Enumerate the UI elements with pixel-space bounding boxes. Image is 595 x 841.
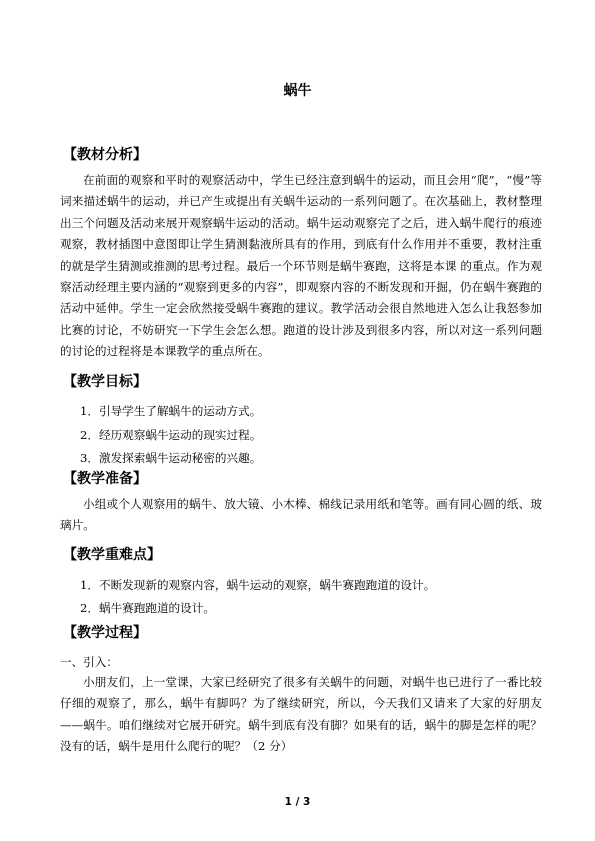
goal-item-3: 3．激发探索蜗牛运动秘密的兴趣。 bbox=[80, 451, 262, 465]
section-heading-analysis: 【教材分析】 bbox=[63, 147, 147, 163]
document-title: 蜗牛 bbox=[283, 83, 312, 99]
goal-item-2: 2．经历观察蜗牛运动的现实过程。 bbox=[80, 428, 262, 442]
process-step-label: 一、引入： bbox=[60, 655, 118, 669]
preparation-paragraph: 小组或个人观察用的蜗牛、放大镜、小木棒、棉线记录用纸和笔等。画有同心圆的纸、玻璃片。 bbox=[60, 497, 542, 533]
section-heading-preparation: 【教学准备】 bbox=[63, 471, 147, 487]
section-heading-key-points: 【教学重难点】 bbox=[63, 547, 161, 563]
section-heading-process: 【教学过程】 bbox=[63, 625, 147, 641]
analysis-paragraph: 在前面的观察和平时的观察活动中，学生已经注意到蜗牛的运动，而且会用“爬”，“慢”等词来描述蜗牛的运动，并已产生或提出有关蜗牛运动的一系列问题了。在次基础上，教材整理出三个问题及活动来展开观察蜗牛运动的活动。蜗牛运动观察完了之后，进入蜗牛爬行的痕迹观察，教材插图中意图即让学生猜测黏液所具有的作用，到底有什么作用并不重要，教材注重的就是学生猜测或推测的思考过程。最后一个环节则是蜗牛赛跑，这将是本课 的重点。作为观察活动经理主要内涵的“观察到更多的内容”，即观察内容的不断发现和开掘，仍在蜗牛赛跑的活动中延伸。学生一定会欣然接受蜗牛赛跑的建议。教学活动会很自然地进入怎么让我怒参加比赛的讨论，不妨研究一下学生会怎么想。跑道的设计涉及到很多内容，所以对这一系列问题的讨论的过程将是本课教学的重点所在。 bbox=[60, 173, 542, 359]
page-number: 1 / 3 bbox=[284, 796, 311, 808]
key-point-item-2: 2．蜗牛赛跑跑道的设计。 bbox=[80, 601, 215, 615]
goal-item-1: 1．引导学生了解蜗牛的运动方式。 bbox=[80, 404, 262, 418]
section-heading-goals: 【教学目标】 bbox=[63, 374, 147, 390]
process-paragraph: 小朋友们，上一堂课，大家已经研究了很多有关蜗牛的问题，对蜗牛也已进行了一番比较仔细的观察了，那么，蜗牛有脚吗？为了继续研究，所以，今天我们又请来了大家的好朋友——蜗牛。咱们继续对它展开研究。蜗牛到底有没有脚？如果有的话，蜗牛的脚是怎样的呢？没有的话，蜗牛是用什么爬行的呢？（2 分） bbox=[60, 675, 542, 754]
key-point-item-1: 1．不断发现新的观察内容，蜗牛运动的观察，蜗牛赛跑跑道的设计。 bbox=[80, 578, 436, 592]
